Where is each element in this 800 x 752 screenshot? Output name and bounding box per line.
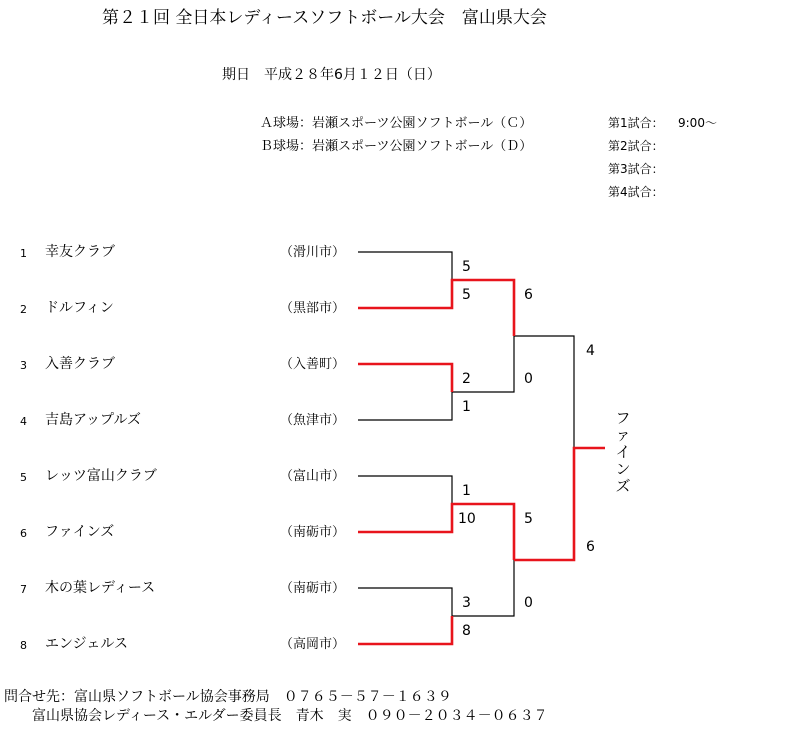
score-label: 6 [586,539,595,555]
team-seed: 2 [20,303,27,316]
score-label: 5 [462,259,471,275]
venue-b: Ｂ球場：岩瀬スポーツ公園ソフトボール（Ｄ） [260,139,533,154]
score-label: 5 [524,511,533,527]
team-seed: 5 [20,471,27,484]
champion-char: フ [615,409,631,427]
team-seed: 4 [20,415,27,428]
team-name: ファインズ [45,524,115,540]
score-label: 0 [524,595,533,611]
game-1-time: 9:00～ [678,116,717,130]
game-2-label: 第2試合： [608,139,664,153]
game-4-label: 第4試合： [608,185,664,199]
event-date: 期日 平成２８年6月１２日（日） [222,67,441,83]
score-label: 1 [462,483,471,499]
team-city: （魚津市） [280,413,346,428]
bracket-line [358,588,452,616]
team-city: （高岡市） [280,637,346,652]
team-city: （富山市） [280,469,346,484]
team-city: （黒部市） [280,301,346,316]
team-seed: 6 [20,527,27,540]
winner-line [358,504,514,560]
contact-line-2: 富山県協会レディース・エルダー委員長 青木 実 ０９０－２０３４－０６３７ [32,708,548,724]
bracket-line [514,336,574,448]
team-name: 吉島アップルズ [45,412,142,428]
bracket-line [358,392,452,420]
champion-name [615,410,631,495]
team-city: （滑川市） [280,245,346,260]
game-1-label: 第1試合： [608,116,664,130]
score-label: 4 [586,343,595,359]
team-name: レッツ富山クラブ [45,468,157,484]
page-title: 第２１回 全日本レディースソフトボール大会 富山県大会 [102,8,547,28]
game-3-label: 第3試合： [608,162,664,176]
team-city: （南砺市） [280,581,346,596]
score-label: 10 [458,511,476,527]
score-label: 2 [462,371,471,387]
winner-line [358,616,452,644]
winner-line [358,280,514,336]
team-seed: 8 [20,639,27,652]
score-label: 5 [462,287,471,303]
score-label: 8 [462,623,471,639]
team-seed: 3 [20,359,27,372]
team-name: ドルフィン [45,300,114,316]
score-label: 0 [524,371,533,387]
winner-line [358,364,452,392]
score-label: 1 [462,399,471,415]
team-name: エンジェルス [45,636,128,652]
contact-line-1: 問合せ先：富山県ソフトボール協会事務局 ０７６５－５７－１６３９ [4,689,452,705]
team-city: （入善町） [280,357,346,372]
team-seed: 7 [20,583,27,596]
bracket-line [358,476,452,504]
champion-char: ァ [615,426,631,444]
venue-a: Ａ球場：岩瀬スポーツ公園ソフトボール（Ｃ） [260,116,533,131]
score-label: 6 [524,287,533,303]
team-city: （南砺市） [280,525,346,540]
champion-char: ン [615,460,631,478]
champion-char: ズ [615,477,631,495]
team-name: 木の葉レディース [45,580,156,596]
champion-char: イ [615,443,631,461]
bracket-line [358,252,452,280]
team-seed: 1 [20,247,27,260]
team-name: 幸友クラブ [45,244,115,260]
team-name: 入善クラブ [45,356,115,372]
score-label: 3 [462,595,471,611]
